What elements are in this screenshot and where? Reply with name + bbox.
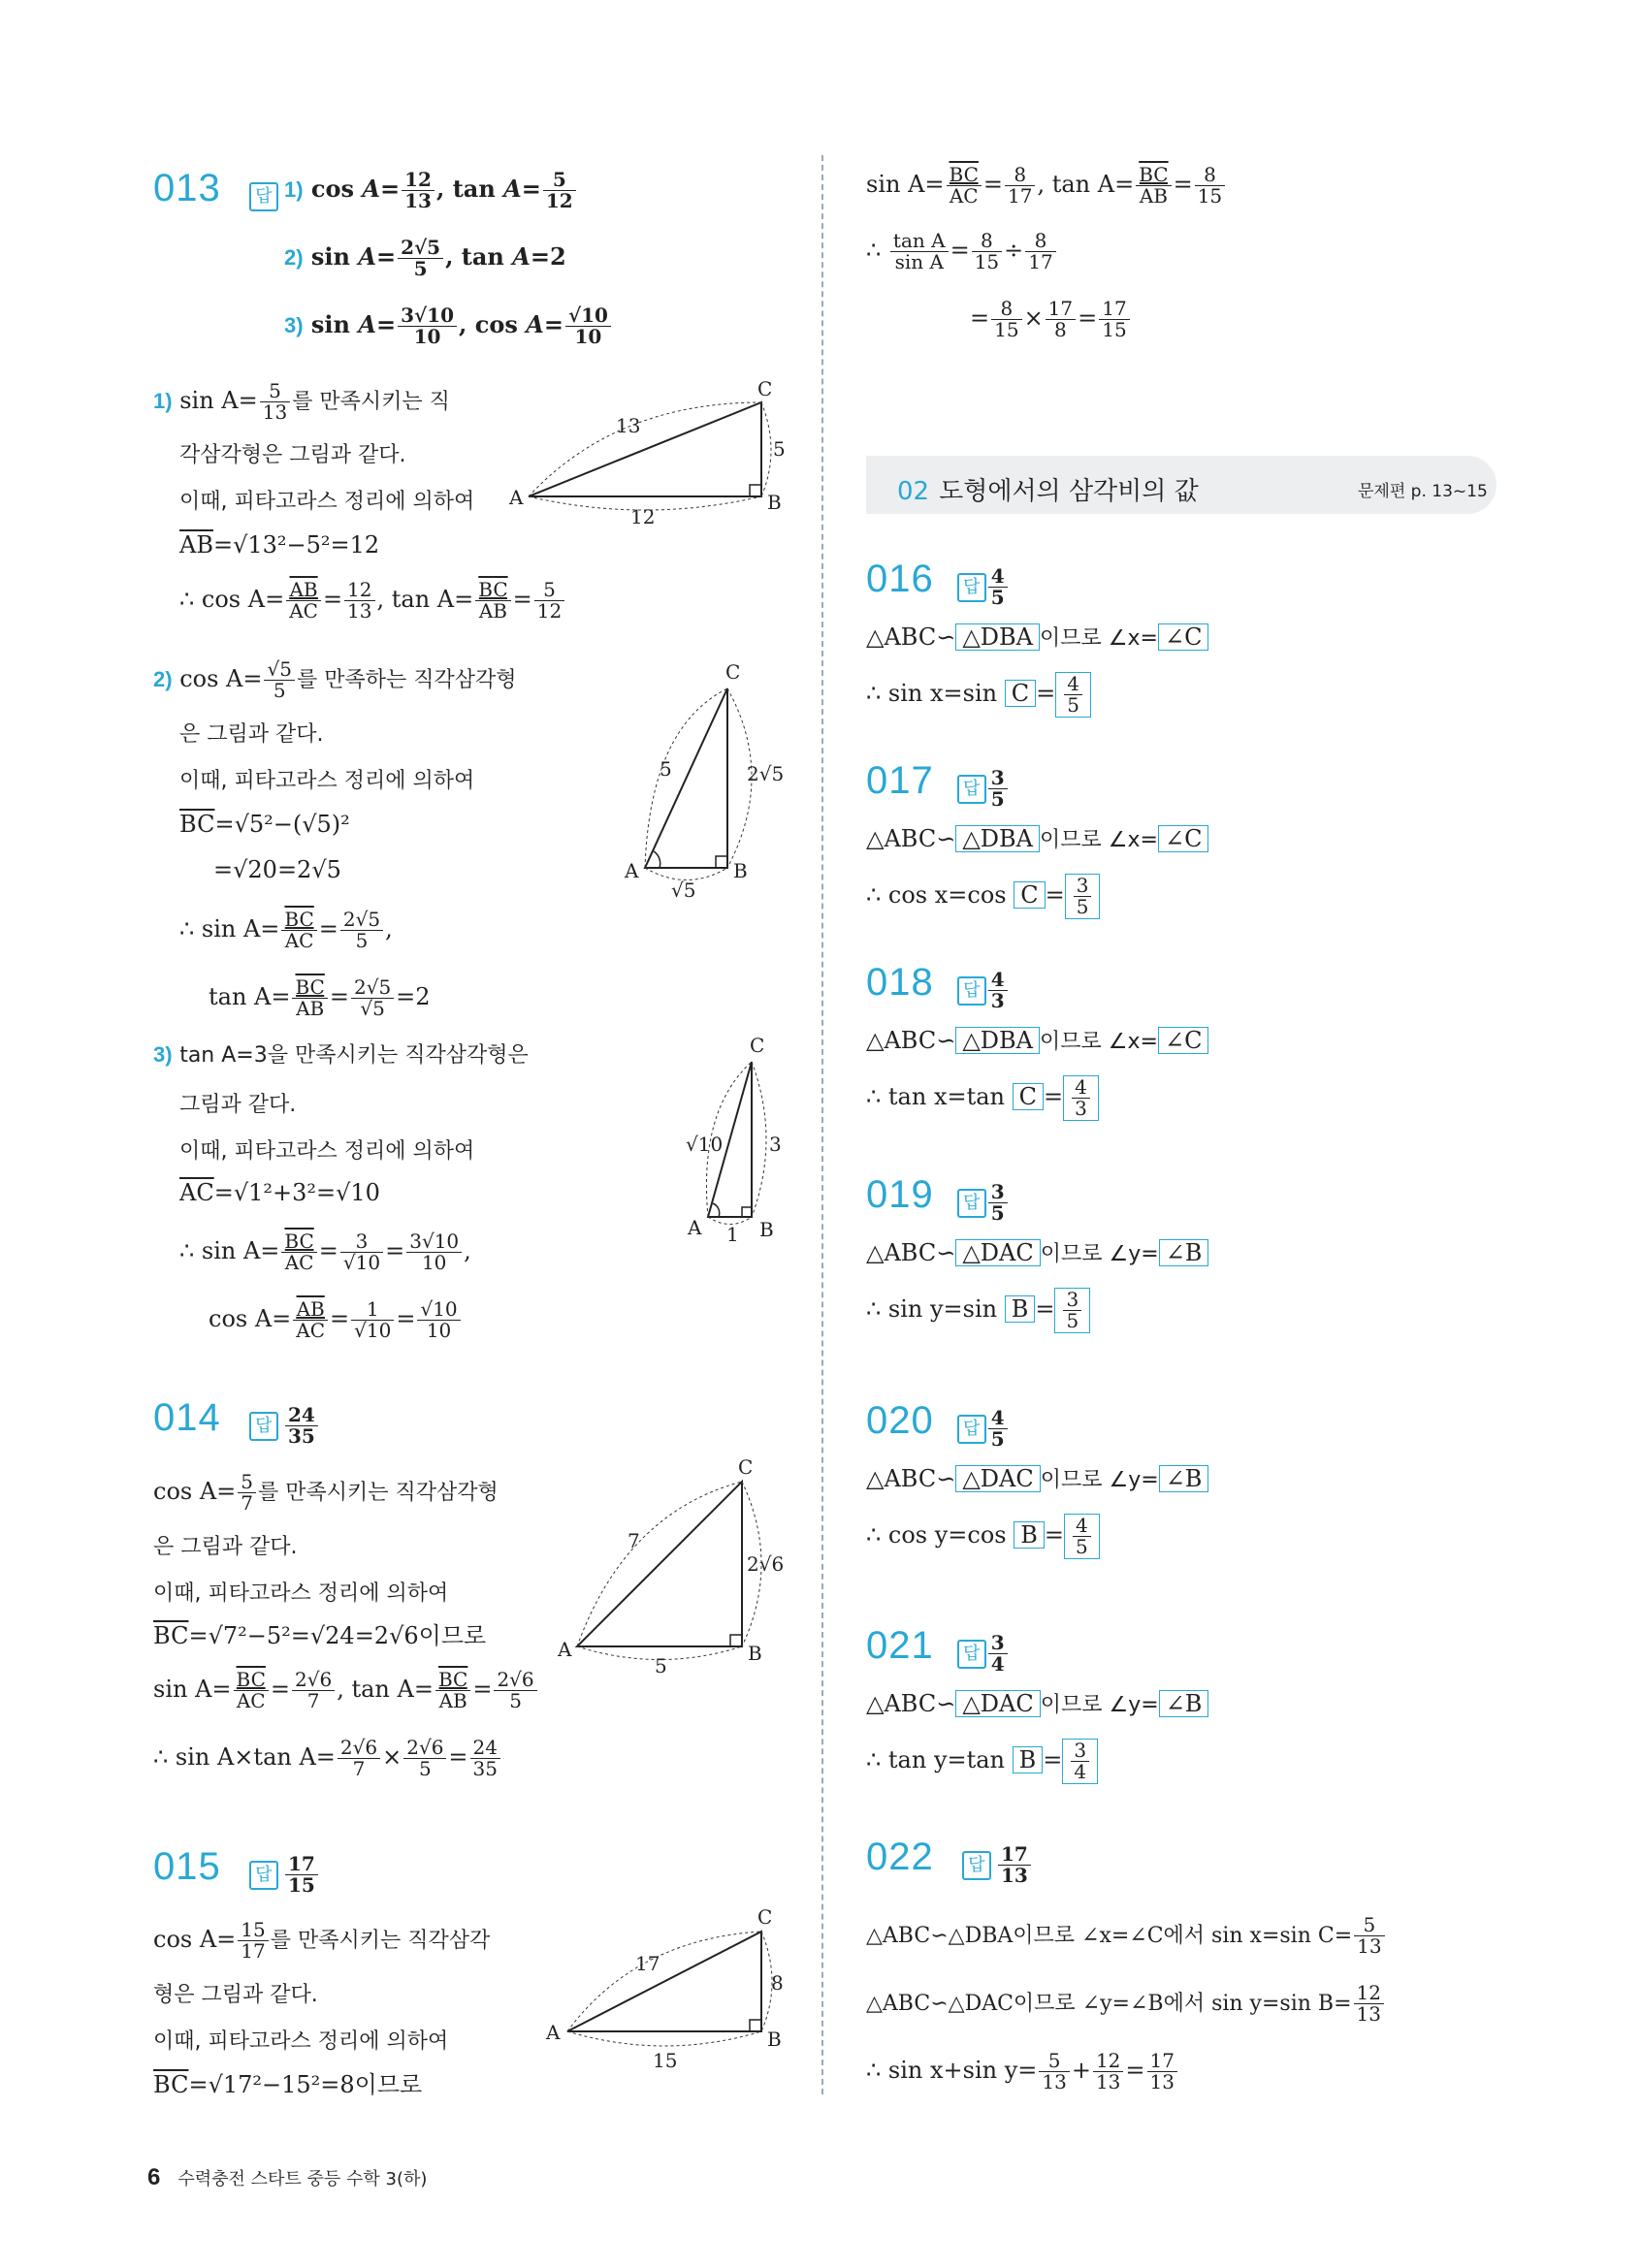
vertex-C: C xyxy=(757,378,773,400)
answer-icon: 답 xyxy=(957,1189,986,1218)
sol-017-line1: △ABC∽ △DBA 이므로 ∠x= ∠C xyxy=(866,825,1208,852)
sol-015-line1: cos A= $\frac{15}{17}$ 를 만족시키는 직각삼각 xyxy=(153,1918,491,1963)
sol-021-line2: ∴ tan y=tan B = $\frac{3}{4}$ xyxy=(866,1739,1098,1784)
sol-013-3-line1: 3) tan A=3을 만족시키는 직각삼각형은 xyxy=(153,1042,529,1068)
sol-013-3-line5: ∴ sin A= $\frac{\overline{BC}}{AC}$ = $\frac{3}{√10}$ = $\frac{3√10}{10}$ , xyxy=(179,1230,471,1274)
sol-014-line6: ∴ sin A×tan A= $\frac{2√6}{7}$ × $\frac{2√6}{5}$ = $\frac{24}{35}$ xyxy=(153,1738,502,1779)
sol-013-3-line4: $\overline{AC}=√1^2+3^2=√10$ xyxy=(179,1179,380,1206)
sol-013-2-line5: =√20=2√5 xyxy=(213,856,341,883)
answer-icon: 답 xyxy=(962,1851,991,1880)
answer-box: △DBA xyxy=(955,1027,1040,1054)
vertex-A: A xyxy=(625,859,639,882)
problem-number: 018 xyxy=(866,961,934,1004)
base-label: 12 xyxy=(630,505,656,524)
vertex-C: C xyxy=(738,1455,754,1479)
answer-icon: 답 xyxy=(957,573,986,602)
answer-box: ∠C xyxy=(1158,623,1208,651)
sol-014-line5: sin A= $\frac{\overline{BC}}{AC}$ = $\frac{2√6}{7}$ , tan A= $\frac{\overline{BC}}{AB}$ = $\frac{2√6}{5}$ xyxy=(153,1670,539,1711)
sol-014-line1: cos A= $\frac{5}{7}$ 를 만족시키는 직각삼각형 xyxy=(153,1470,499,1515)
problem-number: 013 xyxy=(153,167,221,209)
hyp-label: 17 xyxy=(635,1952,660,1975)
answer-box: $\frac{4}{5}$ xyxy=(1064,1514,1100,1559)
sol-013-2-line3: 이때, 피타고라스 정리에 의하여 xyxy=(179,769,475,793)
base-label: 5 xyxy=(655,1654,667,1677)
hyp-label: 5 xyxy=(660,757,672,781)
answer-box: △DBA xyxy=(955,623,1040,651)
sol-018-line1: △ABC∽ △DBA 이므로 ∠x= ∠C xyxy=(866,1027,1208,1054)
side-label: 3 xyxy=(769,1133,782,1156)
hyp-label: 13 xyxy=(616,414,641,437)
sol-015-right-line3: = $\frac{8}{15}$ × $\frac{17}{8}$ = $\frac{17}{15}$ xyxy=(970,299,1132,340)
answer-box: ∠B xyxy=(1159,1239,1209,1266)
triangle-014 xyxy=(548,1454,800,1677)
sol-013-3-line6: cos A= $\frac{\overline{AB}}{AC}$ = $\frac{1}{√10}$ = $\frac{√10}{10}$ xyxy=(209,1299,463,1341)
sol-016-line2: ∴ sin x=sin C = $\frac{4}{5}$ xyxy=(866,672,1091,718)
problem-number: 022 xyxy=(866,1836,934,1878)
answer-box: ∠C xyxy=(1158,1027,1208,1054)
triangle-013-2 xyxy=(611,659,805,902)
text: sin A= xyxy=(179,387,258,414)
answer-box: $\frac{4}{5}$ xyxy=(1055,672,1091,718)
answer-label: 3) xyxy=(284,313,304,337)
vertex-B: B xyxy=(767,491,782,514)
problem-number: 020 xyxy=(866,1399,934,1442)
sol-022-line3: ∴ sin x+sin y= $\frac{5}{13}$ + $\frac{12}{13}$ = $\frac{17}{13}$ xyxy=(866,2051,1179,2092)
triangle-015 xyxy=(538,1901,800,2075)
answer-box: ∠B xyxy=(1159,1690,1209,1717)
sol-013-2-line6: ∴ sin A= $\frac{\overline{BC}}{AC}$ = $\frac{2√5}{5}$ , xyxy=(179,908,393,952)
base-label: 15 xyxy=(653,2049,678,2072)
sol-022-line2: △ABC∽△DAC이므로 ∠y=∠B에서 sin y=sin B= $\frac{12}{13}$ xyxy=(866,1983,1386,2025)
answer-box: ∠B xyxy=(1159,1465,1209,1492)
sol-016-line1: △ABC∽ △DBA 이므로 ∠x= ∠C xyxy=(866,623,1208,651)
sol-013-1-line5: ∴ cos A= $\frac{\overline{AB}}{AC}$ = $\frac{12}{13}$ , tan A= $\frac{\overline{BC}}{AB}$ = $\frac{5}{12}$ xyxy=(179,580,566,622)
answer-box: C xyxy=(1013,1083,1044,1110)
vertex-B: B xyxy=(733,859,748,882)
answer-box: $\frac{3}{5}$ xyxy=(1065,874,1101,919)
answer-box: B xyxy=(1014,1521,1045,1549)
answer-icon: 답 xyxy=(249,182,278,211)
sol-014-line2: 은 그림과 같다. xyxy=(153,1535,298,1559)
vertex-B: B xyxy=(759,1218,774,1241)
answer-box: C xyxy=(1005,680,1036,707)
answer-box: ∠C xyxy=(1158,825,1208,852)
answer-icon: 답 xyxy=(249,1861,278,1890)
problem-022-header: 022 답 $\frac{17}{13}$ xyxy=(866,1836,1033,1886)
column-divider xyxy=(821,155,823,2094)
sol-013-1-line2: 각삼각형은 그림과 같다. xyxy=(179,443,406,467)
vertex-C: C xyxy=(757,1905,773,1929)
answer-013-2: 2) sin A= $\frac{2√5}{5}$ , tan A=2 xyxy=(284,236,566,280)
answer-box: B xyxy=(1005,1295,1036,1323)
answer-013-1: 1) cos A= $\frac{12}{13}$ , tan A= $\frac{5}{12}$ xyxy=(284,170,578,211)
sol-013-1-line1: 1) sin A= $\frac{5}{13}$ 를 만족시키는 직 xyxy=(153,379,450,424)
problem-number: 019 xyxy=(866,1173,934,1216)
side-label: 5 xyxy=(773,437,786,461)
sol-019-line1: △ABC∽ △DAC 이므로 ∠y= ∠B xyxy=(866,1239,1208,1266)
sub-label: 1) xyxy=(153,389,173,413)
problem-018-header: 018 답 $\frac{4}{3}$ xyxy=(866,961,1010,1011)
sol-019-line2: ∴ sin y=sin B = $\frac{3}{5}$ xyxy=(866,1288,1090,1333)
answer-box: $\frac{3}{5}$ xyxy=(1054,1288,1090,1333)
answer-icon: 답 xyxy=(957,1415,986,1444)
section-title: 02 도형에서의 삼각비의 값 xyxy=(897,477,1199,506)
problem-number: 016 xyxy=(866,558,934,600)
sol-013-2-line2: 은 그림과 같다. xyxy=(179,722,324,747)
sol-013-2-line7: tan A= $\frac{\overline{BC}}{AB}$ = $\frac{2√5}{√5}$ =2 xyxy=(209,975,431,1020)
answer-box: △DAC xyxy=(955,1239,1040,1266)
vertex-A: A xyxy=(509,486,524,509)
page-number: 6 xyxy=(147,2164,161,2190)
sol-013-1-line3: 이때, 피타고라스 정리에 의하여 xyxy=(179,490,475,514)
sol-020-line1: △ABC∽ △DAC 이므로 ∠y= ∠B xyxy=(866,1465,1208,1492)
problem-014-header: 014 답 $\frac{24}{35}$ xyxy=(153,1396,320,1447)
hyp-label: √10 xyxy=(686,1133,724,1156)
answer-icon: 답 xyxy=(249,1412,278,1441)
sol-017-line2: ∴ cos x=cos C = $\frac{3}{5}$ xyxy=(866,874,1100,919)
answer-label: 1) xyxy=(284,177,304,202)
sol-015-line2: 형은 그림과 같다. xyxy=(153,1983,318,2007)
section-reference: 문제편 p. 13~15 xyxy=(1358,482,1488,501)
sol-018-line2: ∴ tan x=tan C = $\frac{4}{3}$ xyxy=(866,1075,1099,1121)
sol-022-line1: △ABC∽△DBA이므로 ∠x=∠C에서 sin x=sin C= $\frac{5}{13}$ xyxy=(866,1915,1387,1957)
sol-015-line3: 이때, 피타고라스 정리에 의하여 xyxy=(153,2029,449,2054)
sol-014-line4: $\overline{BC}=√7^2-5^2=√24=2√6$이므로 xyxy=(153,1622,487,1649)
sub-label: 2) xyxy=(153,667,173,691)
vertex-B: B xyxy=(767,2028,782,2051)
answer-box: △DAC xyxy=(955,1690,1040,1717)
hyp-label: 7 xyxy=(628,1529,640,1552)
sol-020-line2: ∴ cos y=cos B = $\frac{4}{5}$ xyxy=(866,1514,1100,1559)
sol-013-1-line4: $\overline{AB}=√13^2-5^2=12$ xyxy=(179,531,380,559)
base-label: 1 xyxy=(726,1223,739,1246)
vertex-B: B xyxy=(748,1642,762,1665)
problem-number: 014 xyxy=(153,1396,221,1439)
problem-020-header: 020 답 $\frac{4}{5}$ xyxy=(866,1399,1010,1450)
book-title: 수력충전 스타트 중등 수학 3(하) xyxy=(177,2169,428,2189)
answer-013-3: 3) sin A= $\frac{3√10}{10}$ , cos A= $\frac{√10}{10}$ xyxy=(284,305,613,347)
page-footer xyxy=(147,2164,427,2191)
problem-017-header: 017 답 $\frac{3}{5}$ xyxy=(866,759,1010,810)
sol-013-3-line2: 그림과 같다. xyxy=(179,1093,297,1117)
sol-015-line4: $\overline{BC}=√17^2-15^2=8$이므로 xyxy=(153,2071,423,2098)
answer-box: $\frac{3}{4}$ xyxy=(1062,1739,1098,1784)
sol-015-right-line2: ∴ $\frac{\text{tan A}}{\text{sin A}}$ = $\frac{8}{15}$ ÷ $\frac{8}{17}$ xyxy=(866,231,1058,272)
answer-icon: 답 xyxy=(957,775,986,804)
problem-019-header: 019 답 $\frac{3}{5}$ xyxy=(866,1173,1010,1224)
vertex-C: C xyxy=(725,660,741,684)
answer-box: △DAC xyxy=(955,1465,1040,1492)
answer-icon: 답 xyxy=(957,976,986,1006)
problem-015-header: 015 답 $\frac{17}{15}$ xyxy=(153,1845,320,1896)
sol-013-3-line3: 이때, 피타고라스 정리에 의하여 xyxy=(179,1139,475,1164)
side-label: 2√5 xyxy=(747,762,785,785)
problem-016-header: 016 답 $\frac{4}{5}$ xyxy=(866,558,1010,608)
answer-box: △DBA xyxy=(955,825,1040,852)
triangle-013-3 xyxy=(674,1033,800,1251)
problem-013-header xyxy=(153,167,278,211)
vertex-A: A xyxy=(546,2021,561,2044)
vertex-C: C xyxy=(750,1034,765,1057)
answer-box: C xyxy=(1014,881,1045,909)
side-label: 2√6 xyxy=(747,1552,785,1576)
problem-number: 017 xyxy=(866,759,934,802)
answer-box: $\frac{4}{3}$ xyxy=(1063,1075,1099,1121)
base-label: √5 xyxy=(671,878,696,902)
sol-015-right-line1: sin A= $\frac{\overline{BC}}{AC}$ = $\frac{8}{17}$ , tan A= $\frac{\overline{BC}}{AB}$ = $\frac{8}{15}$ xyxy=(866,165,1227,207)
answer-icon: 답 xyxy=(957,1640,986,1669)
sol-013-2-line1: 2) cos A= $\frac{√5}{5}$ 를 만족하는 직각삼각형 xyxy=(153,657,517,702)
sub-label: 3) xyxy=(153,1042,173,1067)
problem-021-header: 021 답 $\frac{3}{4}$ xyxy=(866,1624,1010,1675)
answer-label: 2) xyxy=(284,245,304,270)
sol-021-line1: △ABC∽ △DAC 이므로 ∠y= ∠B xyxy=(866,1690,1208,1717)
problem-number: 021 xyxy=(866,1624,934,1667)
vertex-A: A xyxy=(688,1216,702,1239)
sol-013-2-line4: $\overline{BC}=√5^2-(√5)^2$ xyxy=(179,811,350,838)
triangle-013-1 xyxy=(499,378,800,524)
text: 를 만족시키는 직 xyxy=(292,390,450,414)
sol-014-line3: 이때, 피타고라스 정리에 의하여 xyxy=(153,1581,449,1606)
problem-number: 015 xyxy=(153,1845,221,1888)
answer-box: B xyxy=(1013,1746,1044,1773)
vertex-A: A xyxy=(558,1638,572,1661)
side-label: 8 xyxy=(771,1971,784,1995)
